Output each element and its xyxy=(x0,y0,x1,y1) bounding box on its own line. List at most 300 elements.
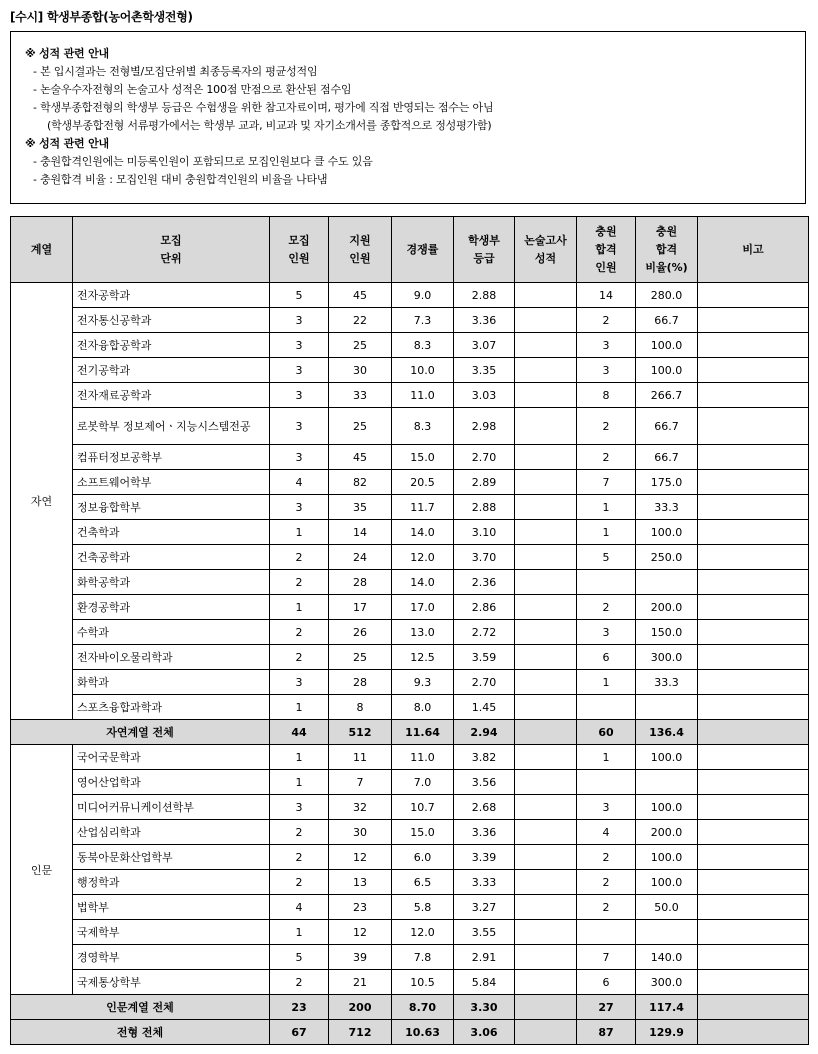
unit-cell: 전자바이오물리학과 xyxy=(73,645,270,670)
extra-cell: 4 xyxy=(577,820,636,845)
note-cell xyxy=(698,820,809,845)
extra-cell: 1 xyxy=(577,495,636,520)
ratio-cell: 14.0 xyxy=(392,520,454,545)
quota-cell: 1 xyxy=(270,920,329,945)
ratio-cell: 10.5 xyxy=(392,970,454,995)
table-header-row xyxy=(11,217,809,283)
grade-cell: 2.86 xyxy=(454,595,515,620)
humanities-total-row xyxy=(11,995,809,1020)
quota-cell: 2 xyxy=(270,820,329,845)
essay-cell xyxy=(515,770,577,795)
extra-rate-cell: 140.0 xyxy=(636,945,698,970)
table-row xyxy=(11,795,809,820)
ratio-cell: 8.3 xyxy=(392,333,454,358)
header-ratio: 경쟁률 xyxy=(392,217,454,283)
grade-cell: 3.56 xyxy=(454,770,515,795)
header-extra: 충원 합격 인원 xyxy=(577,217,636,283)
extra-cell: 8 xyxy=(577,383,636,408)
notice-line: - 본 입시결과는 전형별/모집단위별 최종등록자의 평균성적임 xyxy=(33,65,318,78)
grade-cell: 2.70 xyxy=(454,670,515,695)
essay-cell xyxy=(515,495,577,520)
ratio-total-cell: 8.70 xyxy=(392,995,454,1020)
table-row xyxy=(11,445,809,470)
grade-cell: 2.91 xyxy=(454,945,515,970)
extra-cell: 5 xyxy=(577,545,636,570)
notice-sub-line: (학생부종합전형 서류평가에서는 학생부 교과, 비교과 및 자기소개서를 종합적으로 정성평가함) xyxy=(47,119,492,132)
grade-cell: 3.36 xyxy=(454,820,515,845)
header-applicants: 지원 인원 xyxy=(329,217,392,283)
grade-cell: 2.68 xyxy=(454,795,515,820)
notice-line: - 충원합격 비율 : 모집인원 대비 충원합격인원의 비율을 나타냄 xyxy=(33,173,328,186)
table-row xyxy=(11,920,809,945)
ratio-cell: 12.0 xyxy=(392,545,454,570)
extra-rate-cell: 66.7 xyxy=(636,445,698,470)
quota-cell: 5 xyxy=(270,945,329,970)
header-unit: 모집 단위 xyxy=(73,217,270,283)
note-cell xyxy=(698,745,809,770)
extra-cell: 14 xyxy=(577,283,636,308)
applicants-cell: 11 xyxy=(329,745,392,770)
extra-rate-cell xyxy=(636,695,698,720)
extra-cell: 3 xyxy=(577,333,636,358)
essay-cell xyxy=(515,520,577,545)
ratio-cell: 9.0 xyxy=(392,283,454,308)
grade-cell: 3.03 xyxy=(454,383,515,408)
notice-heading-extra: ※ 성적 관련 안내 xyxy=(25,137,109,150)
ratio-cell: 7.8 xyxy=(392,945,454,970)
ratio-cell: 6.5 xyxy=(392,870,454,895)
note-cell xyxy=(698,358,809,383)
unit-cell: 전자재료공학과 xyxy=(73,383,270,408)
quota-cell: 2 xyxy=(270,545,329,570)
essay-cell xyxy=(515,670,577,695)
header-essay: 논술고사 성적 xyxy=(515,217,577,283)
note-cell xyxy=(698,695,809,720)
unit-cell: 국제통상학부 xyxy=(73,970,270,995)
table-row xyxy=(11,770,809,795)
applicants-cell: 25 xyxy=(329,645,392,670)
unit-cell: 소프트웨어학부 xyxy=(73,470,270,495)
extra-cell: 3 xyxy=(577,620,636,645)
extra-cell: 3 xyxy=(577,358,636,383)
grade-total-cell: 3.30 xyxy=(454,995,515,1020)
ratio-cell: 11.0 xyxy=(392,383,454,408)
table-row xyxy=(11,358,809,383)
page-title: [수시] 학생부종합(농어촌학생전형) xyxy=(10,10,193,24)
quota-cell: 3 xyxy=(270,333,329,358)
unit-cell: 수학과 xyxy=(73,620,270,645)
extra-rate-cell: 300.0 xyxy=(636,645,698,670)
note-cell xyxy=(698,408,809,445)
table-row xyxy=(11,545,809,570)
table-row xyxy=(11,308,809,333)
applicants-total-cell: 712 xyxy=(329,1020,392,1045)
grade-cell: 5.84 xyxy=(454,970,515,995)
applicants-cell: 82 xyxy=(329,470,392,495)
ratio-cell: 9.3 xyxy=(392,670,454,695)
note-cell xyxy=(698,570,809,595)
unit-cell: 전자공학과 xyxy=(73,283,270,308)
table-row xyxy=(11,620,809,645)
note-cell xyxy=(698,383,809,408)
applicants-total-cell: 512 xyxy=(329,720,392,745)
note-cell xyxy=(698,920,809,945)
table-row xyxy=(11,945,809,970)
table-row xyxy=(11,845,809,870)
extra-rate-cell: 150.0 xyxy=(636,620,698,645)
quota-cell: 1 xyxy=(270,695,329,720)
extra-rate-cell: 100.0 xyxy=(636,870,698,895)
applicants-cell: 7 xyxy=(329,770,392,795)
table-row xyxy=(11,595,809,620)
quota-cell: 5 xyxy=(270,283,329,308)
quota-cell: 3 xyxy=(270,408,329,445)
essay-cell xyxy=(515,945,577,970)
grade-cell: 3.10 xyxy=(454,520,515,545)
applicants-cell: 23 xyxy=(329,895,392,920)
quota-cell: 2 xyxy=(270,970,329,995)
applicants-cell: 21 xyxy=(329,970,392,995)
note-cell xyxy=(698,445,809,470)
applicants-cell: 25 xyxy=(329,408,392,445)
quota-cell: 3 xyxy=(270,495,329,520)
quota-cell: 2 xyxy=(270,845,329,870)
essay-total-cell xyxy=(515,995,577,1020)
grade-cell: 2.70 xyxy=(454,445,515,470)
extra-rate-cell: 250.0 xyxy=(636,545,698,570)
applicants-cell: 28 xyxy=(329,670,392,695)
note-cell xyxy=(698,520,809,545)
ratio-cell: 7.0 xyxy=(392,770,454,795)
ratio-total-cell: 10.63 xyxy=(392,1020,454,1045)
extra-cell: 7 xyxy=(577,470,636,495)
note-cell xyxy=(698,495,809,520)
notice-box xyxy=(10,31,806,204)
unit-cell: 산업심리학과 xyxy=(73,820,270,845)
note-cell xyxy=(698,845,809,870)
essay-cell xyxy=(515,545,577,570)
ratio-cell: 11.7 xyxy=(392,495,454,520)
quota-cell: 2 xyxy=(270,620,329,645)
header-quota: 모집 인원 xyxy=(270,217,329,283)
science-total-row xyxy=(11,720,809,745)
applicants-cell: 17 xyxy=(329,595,392,620)
extra-rate-cell: 100.0 xyxy=(636,745,698,770)
essay-total-cell xyxy=(515,1020,577,1045)
extra-cell: 1 xyxy=(577,745,636,770)
ratio-cell: 13.0 xyxy=(392,620,454,645)
unit-cell: 동북아문화산업학부 xyxy=(73,845,270,870)
quota-cell: 3 xyxy=(270,795,329,820)
essay-cell xyxy=(515,408,577,445)
essay-cell xyxy=(515,695,577,720)
quota-cell: 1 xyxy=(270,595,329,620)
extra-cell: 3 xyxy=(577,795,636,820)
table-row xyxy=(11,283,809,308)
ratio-cell: 8.0 xyxy=(392,695,454,720)
grade-cell: 2.72 xyxy=(454,620,515,645)
essay-cell xyxy=(515,470,577,495)
extra-cell xyxy=(577,920,636,945)
ratio-cell: 10.0 xyxy=(392,358,454,383)
unit-cell: 국제학부 xyxy=(73,920,270,945)
applicants-cell: 22 xyxy=(329,308,392,333)
header-extra-rate: 충원 합격 비율(%) xyxy=(636,217,698,283)
applicants-cell: 8 xyxy=(329,695,392,720)
note-total-cell xyxy=(698,1020,809,1045)
extra-rate-cell: 66.7 xyxy=(636,408,698,445)
extra-cell: 2 xyxy=(577,895,636,920)
essay-cell xyxy=(515,970,577,995)
essay-cell xyxy=(515,795,577,820)
applicants-cell: 26 xyxy=(329,620,392,645)
extra-rate-cell: 200.0 xyxy=(636,820,698,845)
quota-total-cell: 44 xyxy=(270,720,329,745)
extra-cell: 2 xyxy=(577,595,636,620)
grade-cell: 2.88 xyxy=(454,283,515,308)
ratio-total-cell: 11.64 xyxy=(392,720,454,745)
extra-total-cell: 60 xyxy=(577,720,636,745)
note-cell xyxy=(698,645,809,670)
grand-total-row xyxy=(11,1020,809,1045)
essay-cell xyxy=(515,870,577,895)
unit-cell: 로봇학부 정보제어ㆍ지능시스템전공 xyxy=(73,408,270,445)
applicants-cell: 45 xyxy=(329,283,392,308)
grade-cell: 3.33 xyxy=(454,870,515,895)
applicants-cell: 12 xyxy=(329,845,392,870)
essay-cell xyxy=(515,308,577,333)
table-row xyxy=(11,383,809,408)
applicants-cell: 30 xyxy=(329,820,392,845)
table-row xyxy=(11,670,809,695)
grade-cell: 1.45 xyxy=(454,695,515,720)
applicants-cell: 35 xyxy=(329,495,392,520)
note-cell xyxy=(698,970,809,995)
essay-cell xyxy=(515,570,577,595)
quota-cell: 3 xyxy=(270,445,329,470)
science-track-label: 자연 xyxy=(11,283,73,720)
quota-cell: 4 xyxy=(270,470,329,495)
unit-cell: 영어산업학과 xyxy=(73,770,270,795)
note-total-cell xyxy=(698,720,809,745)
note-cell xyxy=(698,545,809,570)
extra-cell: 2 xyxy=(577,845,636,870)
header-grade: 학생부 등급 xyxy=(454,217,515,283)
ratio-cell: 6.0 xyxy=(392,845,454,870)
applicants-cell: 24 xyxy=(329,545,392,570)
grade-cell: 3.59 xyxy=(454,645,515,670)
table-row xyxy=(11,520,809,545)
table-row xyxy=(11,333,809,358)
applicants-cell: 25 xyxy=(329,333,392,358)
extra-rate-cell: 66.7 xyxy=(636,308,698,333)
quota-cell: 3 xyxy=(270,358,329,383)
quota-cell: 1 xyxy=(270,745,329,770)
grade-cell: 2.98 xyxy=(454,408,515,445)
extra-rate-cell: 300.0 xyxy=(636,970,698,995)
unit-cell: 건축공학과 xyxy=(73,545,270,570)
grade-cell: 3.27 xyxy=(454,895,515,920)
essay-cell xyxy=(515,820,577,845)
table-row xyxy=(11,645,809,670)
unit-cell: 스포츠융합과학과 xyxy=(73,695,270,720)
notice-line: - 충원합격인원에는 미등록인원이 포함되므로 모집인원보다 클 수도 있음 xyxy=(33,155,373,168)
extra-rate-cell xyxy=(636,920,698,945)
applicants-cell: 33 xyxy=(329,383,392,408)
header-track: 계열 xyxy=(11,217,73,283)
unit-cell: 전자통신공학과 xyxy=(73,308,270,333)
notice-heading-grades: ※ 성적 관련 안내 xyxy=(25,47,109,60)
ratio-cell: 20.5 xyxy=(392,470,454,495)
quota-cell: 4 xyxy=(270,895,329,920)
grade-cell: 2.36 xyxy=(454,570,515,595)
applicants-cell: 12 xyxy=(329,920,392,945)
extra-rate-cell: 175.0 xyxy=(636,470,698,495)
applicants-cell: 39 xyxy=(329,945,392,970)
header-note: 비고 xyxy=(698,217,809,283)
grade-cell: 3.36 xyxy=(454,308,515,333)
extra-rate-cell: 100.0 xyxy=(636,333,698,358)
note-cell xyxy=(698,620,809,645)
grade-cell: 2.88 xyxy=(454,495,515,520)
table-row xyxy=(11,570,809,595)
extra-cell: 2 xyxy=(577,308,636,333)
humanities-track-label: 인문 xyxy=(11,745,73,995)
extra-rate-cell: 100.0 xyxy=(636,358,698,383)
note-cell xyxy=(698,333,809,358)
note-total-cell xyxy=(698,995,809,1020)
ratio-cell: 14.0 xyxy=(392,570,454,595)
grade-total-cell: 3.06 xyxy=(454,1020,515,1045)
essay-cell xyxy=(515,845,577,870)
extra-rate-cell: 100.0 xyxy=(636,845,698,870)
table-row xyxy=(11,695,809,720)
unit-cell: 환경공학과 xyxy=(73,595,270,620)
ratio-cell: 17.0 xyxy=(392,595,454,620)
essay-cell xyxy=(515,333,577,358)
extra-rate-cell xyxy=(636,570,698,595)
extra-total-cell: 27 xyxy=(577,995,636,1020)
table-row xyxy=(11,470,809,495)
table-row xyxy=(11,820,809,845)
notice-line: - 학생부종합전형의 학생부 등급은 수험생을 위한 참고자료이며, 평가에 직접 반영되는 점수는 아님 xyxy=(33,101,494,114)
grade-cell: 3.39 xyxy=(454,845,515,870)
unit-cell: 미디어커뮤니케이션학부 xyxy=(73,795,270,820)
essay-cell xyxy=(515,920,577,945)
quota-cell: 3 xyxy=(270,383,329,408)
extra-rate-cell: 100.0 xyxy=(636,795,698,820)
essay-total-cell xyxy=(515,720,577,745)
grade-cell: 3.07 xyxy=(454,333,515,358)
table-row xyxy=(11,495,809,520)
extra-rate-total-cell: 117.4 xyxy=(636,995,698,1020)
table-row xyxy=(11,870,809,895)
unit-cell: 법학부 xyxy=(73,895,270,920)
total-label: 자연계열 전체 xyxy=(11,720,270,745)
essay-cell xyxy=(515,745,577,770)
applicants-cell: 28 xyxy=(329,570,392,595)
essay-cell xyxy=(515,283,577,308)
extra-rate-cell: 280.0 xyxy=(636,283,698,308)
extra-cell xyxy=(577,695,636,720)
grade-cell: 3.55 xyxy=(454,920,515,945)
unit-cell: 경영학부 xyxy=(73,945,270,970)
unit-cell: 전기공학과 xyxy=(73,358,270,383)
quota-cell: 3 xyxy=(270,670,329,695)
quota-cell: 2 xyxy=(270,870,329,895)
ratio-cell: 12.0 xyxy=(392,920,454,945)
table-row xyxy=(11,408,809,445)
unit-cell: 화학과 xyxy=(73,670,270,695)
grade-cell: 3.82 xyxy=(454,745,515,770)
unit-cell: 화학공학과 xyxy=(73,570,270,595)
grade-cell: 2.89 xyxy=(454,470,515,495)
table-row xyxy=(11,970,809,995)
extra-rate-cell: 50.0 xyxy=(636,895,698,920)
results-table xyxy=(10,216,809,1045)
extra-cell: 6 xyxy=(577,970,636,995)
quota-cell: 1 xyxy=(270,770,329,795)
unit-cell: 컴퓨터정보공학부 xyxy=(73,445,270,470)
extra-cell: 2 xyxy=(577,445,636,470)
total-label: 전형 전체 xyxy=(11,1020,270,1045)
ratio-cell: 15.0 xyxy=(392,445,454,470)
note-cell xyxy=(698,770,809,795)
grade-cell: 3.70 xyxy=(454,545,515,570)
unit-cell: 행정학과 xyxy=(73,870,270,895)
extra-cell: 2 xyxy=(577,870,636,895)
unit-cell: 국어국문학과 xyxy=(73,745,270,770)
note-cell xyxy=(698,870,809,895)
note-cell xyxy=(698,595,809,620)
extra-cell xyxy=(577,570,636,595)
extra-cell: 1 xyxy=(577,670,636,695)
essay-cell xyxy=(515,383,577,408)
essay-cell xyxy=(515,358,577,383)
extra-rate-cell: 200.0 xyxy=(636,595,698,620)
extra-rate-cell: 33.3 xyxy=(636,495,698,520)
quota-total-cell: 67 xyxy=(270,1020,329,1045)
essay-cell xyxy=(515,445,577,470)
unit-cell: 건축학과 xyxy=(73,520,270,545)
extra-cell xyxy=(577,770,636,795)
table-row xyxy=(11,745,809,770)
table-row xyxy=(11,895,809,920)
extra-rate-cell: 266.7 xyxy=(636,383,698,408)
essay-cell xyxy=(515,620,577,645)
extra-rate-total-cell: 129.9 xyxy=(636,1020,698,1045)
extra-cell: 7 xyxy=(577,945,636,970)
ratio-cell: 8.3 xyxy=(392,408,454,445)
extra-cell: 1 xyxy=(577,520,636,545)
extra-total-cell: 87 xyxy=(577,1020,636,1045)
applicants-cell: 14 xyxy=(329,520,392,545)
ratio-cell: 12.5 xyxy=(392,645,454,670)
quota-cell: 2 xyxy=(270,570,329,595)
note-cell xyxy=(698,895,809,920)
applicants-cell: 13 xyxy=(329,870,392,895)
grade-cell: 3.35 xyxy=(454,358,515,383)
ratio-cell: 7.3 xyxy=(392,308,454,333)
applicants-cell: 45 xyxy=(329,445,392,470)
unit-cell: 전자융합공학과 xyxy=(73,333,270,358)
note-cell xyxy=(698,283,809,308)
ratio-cell: 10.7 xyxy=(392,795,454,820)
ratio-cell: 5.8 xyxy=(392,895,454,920)
ratio-cell: 11.0 xyxy=(392,745,454,770)
notice-line: - 논술우수자전형의 논술고사 성적은 100점 만점으로 환산된 점수임 xyxy=(33,83,352,96)
extra-cell: 2 xyxy=(577,408,636,445)
